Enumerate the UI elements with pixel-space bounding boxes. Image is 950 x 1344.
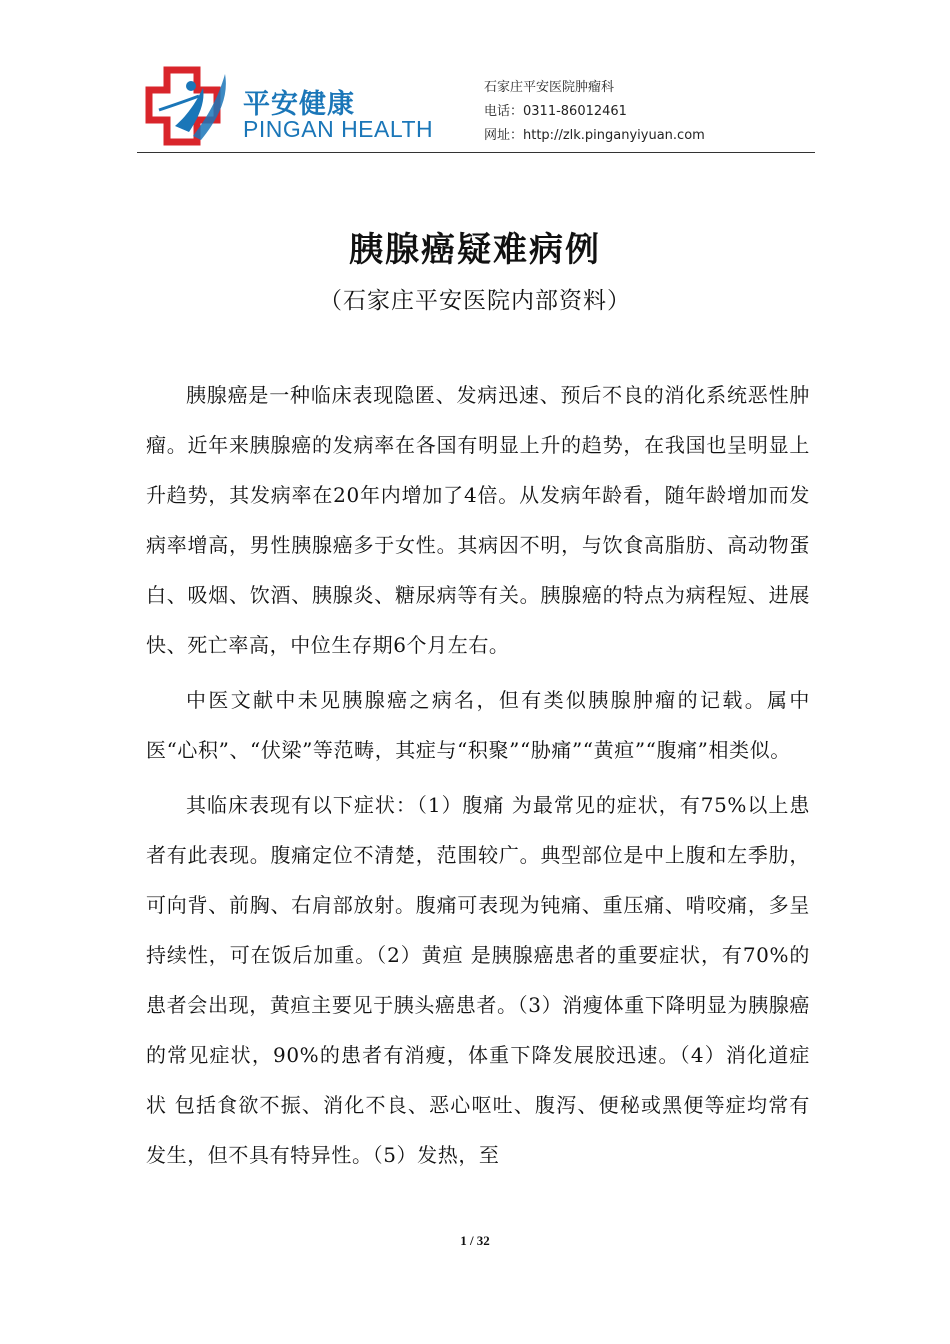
paragraph-tcm: 中医文献中未见胰腺癌之病名，但有类似胰腺肿瘤的记载。属中医“心积”、“伏梁”等范畴，其症与“积聚”“胁痛”“黄疸”“腹痛”相类似。 (146, 688, 810, 762)
website-address: 网址：http://zlk.pinganyiyuan.com (484, 128, 705, 143)
page-number: 1 / 32 (460, 1233, 490, 1248)
phone-number: 电话：0311-86012461 (484, 104, 627, 119)
hospital-cross-with-figure-icon (145, 66, 241, 150)
document-subtitle: （石家庄平安医院内部资料） (319, 288, 631, 314)
page-header (137, 60, 815, 152)
paragraph-symptoms: 其临床表现有以下症状：（1）腹痛 为最常见的症状，有75%以上患者有此表现。腹痛定位不清楚，范围较广。典型部位是中上腹和左季肋，可向背、前胸、右肩部放射。腹痛可表现为钝痛、重压痛、啃咬痛，多呈持续性，可在饭后加重。（2）黄疸 是胰腺癌患者的重要症状，有70%的患者会出现，黄疸主要见于胰头癌患者。（3）消瘦体重下降明显为胰腺癌的常见症状，90%的患者有消瘦，体重下降发展胶迅速。（4）消化道症状 包括食欲不振、消化不良、恶心呕吐、腹泻、便秘或黑便等症均常有发生，但不具有特异性。（5）发热，至 (146, 793, 810, 1167)
header-divider (137, 152, 815, 153)
document-body (146, 370, 810, 1185)
document-title: 胰腺癌疑难病例 (349, 230, 601, 270)
brand-name-chinese: 平安健康 (243, 89, 355, 120)
paragraph-intro: 胰腺癌是一种临床表现隐匿、发病迅速、预后不良的消化系统恶性肿瘤。近年来胰腺癌的发病率在各国有明显上升的趋势，在我国也呈明显上升趋势，其发病率在20年内增加了4倍。从发病年龄看，随年龄增加而发病率增高，男性胰腺癌多于女性。其病因不明，与饮食高脂肪、高动物蛋白、吸烟、饮酒、胰腺炎、糖尿病等有关。胰腺癌的特点为病程短、进展快、死亡率高，中位生存期6个月左右。 (146, 383, 810, 657)
department-name: 石家庄平安医院肿瘤科 (484, 80, 615, 95)
brand-name-english: PINGAN HEALTH (243, 116, 434, 142)
logo (145, 66, 435, 150)
contact-info (484, 76, 705, 148)
